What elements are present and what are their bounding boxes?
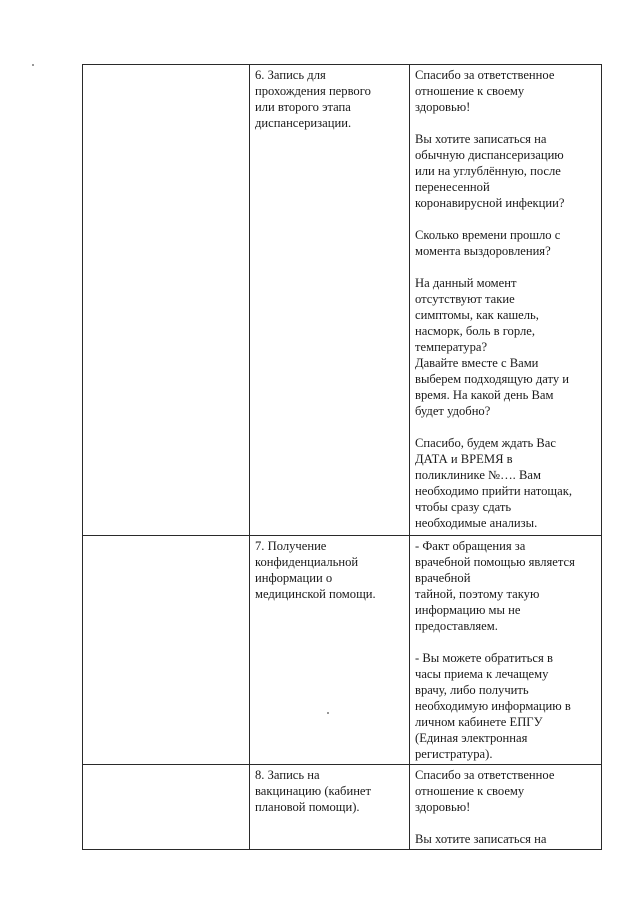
empty-cell (83, 65, 250, 536)
response-cell (410, 765, 602, 850)
empty-cell (83, 765, 250, 850)
table-row (83, 65, 602, 536)
topic-cell (250, 65, 410, 536)
response-paragraph: На данный момент отсутствуют такие симптомы, как кашель, насморк, боль в горле, температура? Давайте вместе с Вами выберем подходящую дату и время. На какой день Вам будет удобно? (415, 276, 570, 418)
topic-cell (250, 536, 410, 765)
response-cell (410, 65, 602, 536)
response-paragraph: - Вы можете обратиться в часы приема к лечащему врачу, либо получить необходимую информацию в личном кабинете ЕПГУ (Единая электронная регистратура). (415, 651, 571, 761)
topic-cell (250, 765, 410, 850)
response-paragraph: Вы хотите записаться на (415, 832, 547, 846)
response-paragraph: - Факт обращения за врачебной помощью является врачебной тайной, поэтому такую информацию мы не предоставляем. (415, 539, 575, 633)
table-row (83, 536, 602, 765)
response-paragraph: Вы хотите записаться на обычную диспансеризацию или на углублённую, после перенесенной коронавирусной инфекции? (415, 132, 565, 210)
table-row (83, 765, 602, 850)
empty-cell (83, 536, 250, 765)
scan-speck (32, 64, 34, 66)
script-table (82, 64, 602, 850)
topic-text: 8. Запись на вакцинацию (кабинет плановой помощи). (255, 768, 372, 814)
response-paragraph: Сколько времени прошло с момента выздоровления? (415, 228, 561, 258)
response-paragraph: Спасибо за ответственное отношение к своему здоровью! (415, 768, 555, 814)
response-paragraph: Спасибо, будем ждать Вас ДАТА и ВРЕМЯ в поликлинике №…. Вам необходимо прийти натощак, чтобы сразу сдать необходимые анализы. (415, 436, 572, 530)
topic-text: 6. Запись для прохождения первого или второго этапа диспансеризации. (255, 68, 371, 130)
response-paragraph: Спасибо за ответственное отношение к своему здоровью! (415, 68, 555, 114)
topic-text: 7. Получение конфиденциальной информации о медицинской помощи. (255, 539, 376, 601)
response-cell (410, 536, 602, 765)
